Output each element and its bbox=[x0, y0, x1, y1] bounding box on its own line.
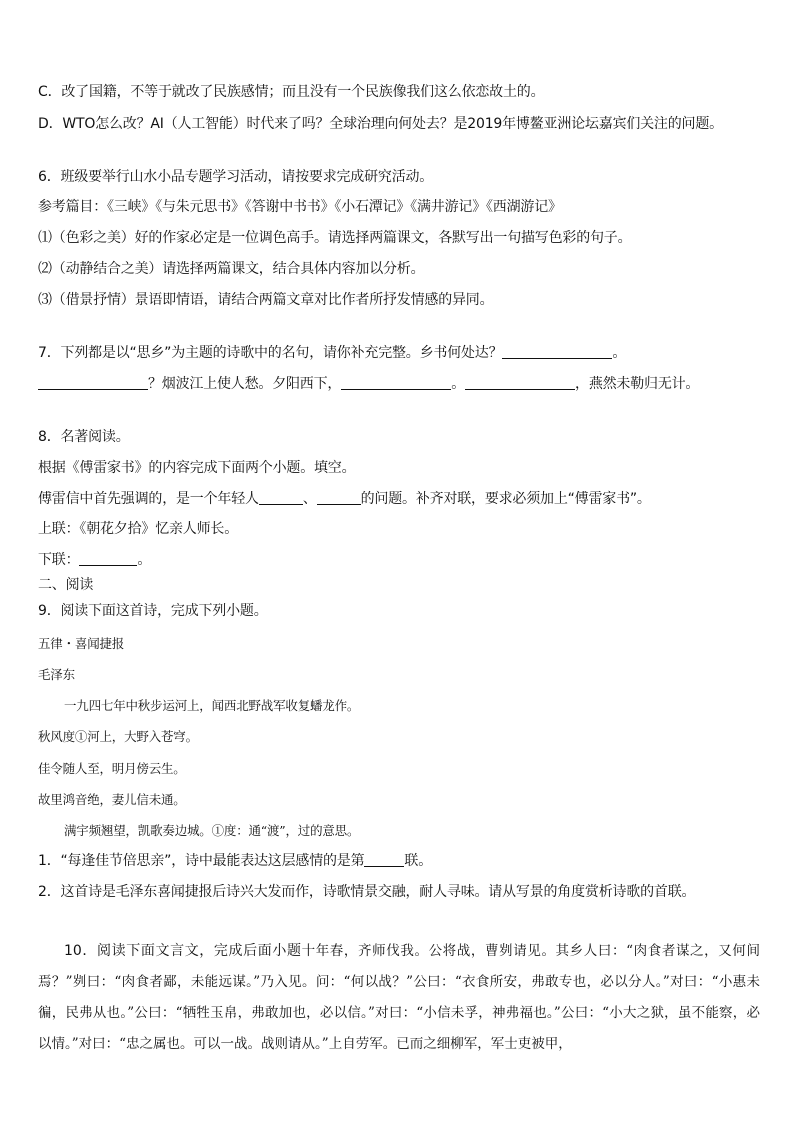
poem-preface: 一九四七年中秋步运河上，闻西北野战军收复蟠龙作。 bbox=[64, 698, 360, 713]
answer-blank[interactable] bbox=[465, 375, 575, 390]
question-10-passage bbox=[38, 936, 760, 1060]
section-heading-reading: 二、阅读 bbox=[38, 577, 94, 593]
answer-blank[interactable] bbox=[38, 375, 148, 390]
answer-blank[interactable] bbox=[259, 490, 303, 505]
answer-blank[interactable] bbox=[79, 551, 137, 566]
question-10-lead: 10．阅读下面文言文，完成后面小题 bbox=[64, 943, 302, 959]
answer-blank[interactable] bbox=[317, 490, 361, 505]
punct: 。 bbox=[137, 552, 152, 568]
couplet-upper: 上联：《朝花夕拾》忆亲人师长。 bbox=[38, 521, 238, 537]
classical-text: 十年春，齐师伐我。公将战，曹刿请见。其乡人曰：“肉食者谋之，又何间焉？”刿曰：“肉食者鄙，未能远谋。”乃入见。问：“何以战？”公曰：“衣食所安，弗敢专也，必以分人。”对曰：“小惠未徧，民弗从也。”公曰：“牺牲玉帛，弗敢加也，必以信。”对曰：“小信未孚，神弗福也。”公曰：“小大之狱，虽不能察，必以情。”对曰：“忠之属也。可以一战。战则请从。”上自劳军。已而之细柳军，军士吏被甲， bbox=[38, 943, 760, 1052]
question-6-item-2: ⑵（动静结合之美）请选择两篇课文，结合具体内容加以分析。 bbox=[38, 261, 425, 277]
question-8: 8．名著阅读。 bbox=[38, 429, 130, 445]
option-d: D．WTO怎么改？AI（人工智能）时代来了吗？全球治理向何处去？是2019年博鳌亚洲论坛嘉宾们关注的问题。 bbox=[38, 116, 723, 132]
poem-title: 五律・喜闻捷报 bbox=[38, 636, 125, 651]
question-text: 1．“每逢佳节倍思亲”，诗中最能表达这层感情的是第 bbox=[38, 853, 365, 869]
punct: 。 bbox=[451, 376, 466, 392]
couplet-label: 下联： bbox=[38, 552, 80, 568]
question-text: 联。 bbox=[404, 853, 433, 869]
fill-text: 、 bbox=[302, 491, 317, 507]
poem-fragment: ，燕然未勒归无计。 bbox=[575, 376, 700, 392]
poem-line-2: 佳令随人至，明月傍云生。 bbox=[38, 761, 186, 776]
fill-text: 傅雷信中首先强调的，是一个年轻人 bbox=[38, 491, 259, 507]
question-6-item-3: ⑶（借景抒情）景语即情语，请结合两篇文章对比作者所抒发情感的异同。 bbox=[38, 292, 494, 308]
question-9-1 bbox=[38, 852, 432, 870]
answer-blank[interactable] bbox=[364, 852, 404, 867]
question-6-item-1: ⑴（色彩之美）好的作家必定是一位调色高手。请选择两篇课文，各默写出一句描写色彩的句子。 bbox=[38, 230, 632, 246]
question-6-reference: 参考篇目：《三峡》《与朱元思书》《答谢中书书》《小石潭记》《满井游记》《西湖游记》 bbox=[38, 199, 562, 215]
poem-author: 毛泽东 bbox=[38, 667, 75, 682]
punct: 。 bbox=[612, 345, 627, 361]
poem-line-3: 故里鸿音绝，妻儿信未通。 bbox=[38, 792, 186, 807]
poem-line-4: 满宇频翘望，凯歌奏边城。①度：通“渡”，过的意思。 bbox=[64, 823, 360, 838]
answer-blank[interactable] bbox=[341, 375, 451, 390]
question-7-text: 7．下列都是以“思乡”为主题的诗歌中的名句，请你补充完整。乡书何处达？ bbox=[38, 345, 503, 361]
option-c: C．改了国籍，不等于就改了民族感情；而且没有一个民族像我们这么依恋故土的。 bbox=[38, 84, 545, 100]
question-7-line-1 bbox=[38, 344, 626, 362]
poem-line-1: 秋风度①河上，大野入苍穹。 bbox=[38, 729, 198, 744]
poem-fragment: ？烟波江上使人愁。夕阳西下， bbox=[148, 376, 342, 392]
question-6: 6．班级要举行山水小品专题学习活动，请按要求完成研究活动。 bbox=[38, 169, 434, 185]
question-8-intro: 根据《傅雷家书》的内容完成下面两个小题。填空。 bbox=[38, 460, 356, 476]
answer-blank[interactable] bbox=[502, 344, 612, 359]
question-7-line-2 bbox=[38, 375, 699, 393]
question-9: 9．阅读下面这首诗，完成下列小题。 bbox=[38, 603, 268, 619]
question-9-2: 2．这首诗是毛泽东喜闻捷报后诗兴大发而作，诗歌情景交融，耐人寻味。请从写景的角度赏析诗歌的首联。 bbox=[38, 884, 696, 900]
couplet-lower bbox=[38, 551, 151, 569]
question-8-fill bbox=[38, 490, 651, 508]
fill-text: 的问题。补齐对联，要求必须加上“傅雷家书”。 bbox=[360, 491, 651, 507]
